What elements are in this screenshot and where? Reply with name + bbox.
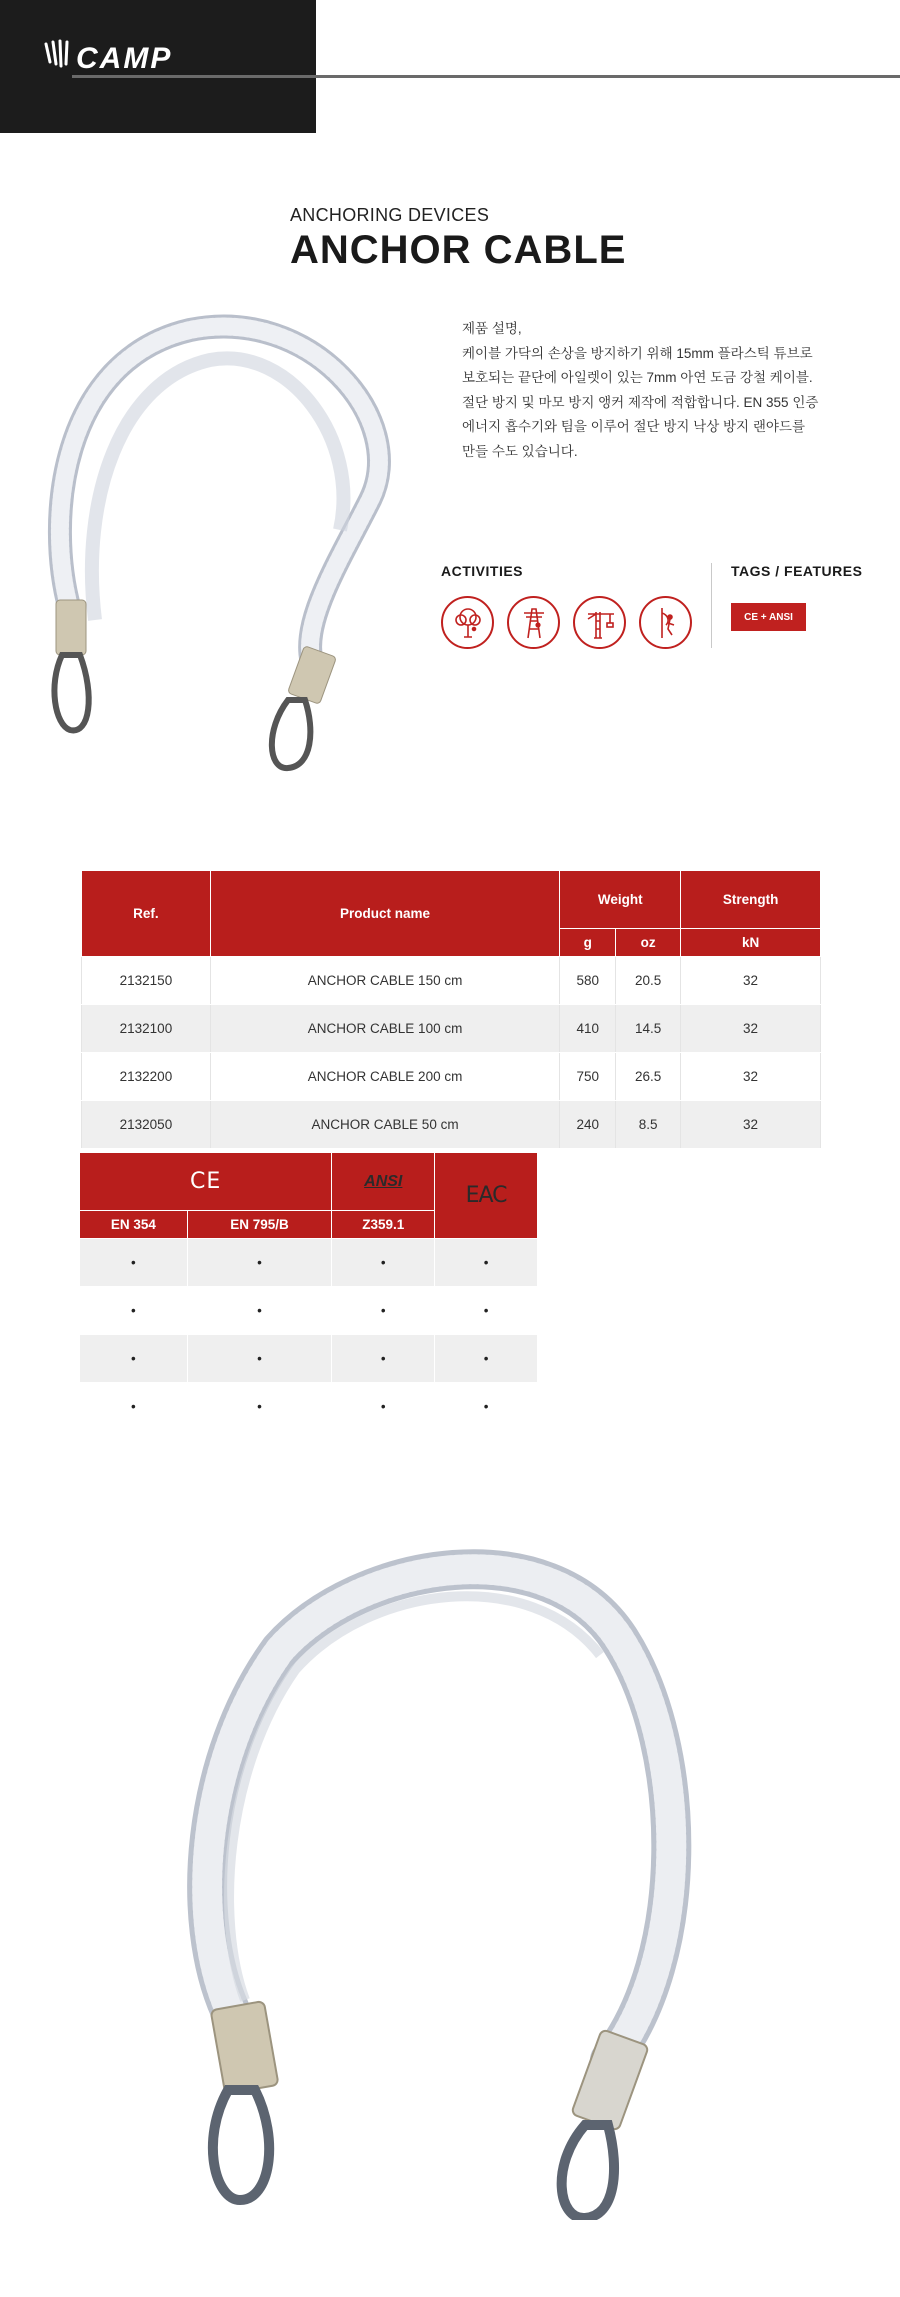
activities-title: ACTIVITIES (441, 563, 524, 579)
product-description (462, 317, 862, 464)
cell-name: ANCHOR CABLE 50 cm (210, 1101, 559, 1149)
ce-mark-icon: CE (80, 1153, 332, 1211)
cell-g: 750 (560, 1053, 616, 1101)
svg-text:CAMP: CAMP (76, 42, 173, 75)
rope-access-icon[interactable] (639, 596, 692, 649)
cert-bullet: • (332, 1383, 435, 1431)
activities-icons (441, 596, 692, 649)
table-row (80, 1335, 538, 1383)
table-row (80, 1287, 538, 1335)
cell-oz: 14.5 (616, 1005, 681, 1053)
cell-ref: 2132050 (82, 1101, 211, 1149)
description-line: 보호되는 끝단에 아일렛이 있는 7mm 아연 도금 강철 케이블. (462, 370, 813, 385)
cell-g: 580 (560, 957, 616, 1005)
tower-climbing-icon[interactable] (507, 596, 560, 649)
cert-bullet: • (187, 1239, 332, 1287)
tag-badge-ce-ansi[interactable]: CE + ANSI (731, 603, 806, 631)
header-en795b: EN 795/B (187, 1211, 332, 1239)
eac-mark-icon: EAC (435, 1153, 538, 1239)
table-row (80, 1239, 538, 1287)
tree-care-icon[interactable] (441, 596, 494, 649)
cert-bullet: • (435, 1287, 538, 1335)
cert-bullet: • (332, 1239, 435, 1287)
cert-bullet: • (332, 1287, 435, 1335)
cell-kn: 32 (681, 1005, 821, 1053)
cell-kn: 32 (681, 1053, 821, 1101)
table-row (82, 1101, 821, 1149)
table-row (80, 1383, 538, 1431)
cert-bullet: • (187, 1383, 332, 1431)
cert-bullet: • (80, 1239, 188, 1287)
header-weight: Weight (560, 871, 681, 929)
header-en354: EN 354 (80, 1211, 188, 1239)
section-divider (711, 563, 712, 648)
header-logo-block (0, 0, 316, 133)
cert-bullet: • (80, 1383, 188, 1431)
description-line: 절단 방지 및 마모 방지 앵커 제작에 적합합니다. EN 355 인증 (462, 394, 819, 410)
header-kn: kN (681, 929, 821, 957)
cert-bullet: • (80, 1335, 188, 1383)
header-g: g (560, 929, 616, 957)
tags-title: TAGS / FEATURES (731, 563, 863, 579)
cert-bullet: • (187, 1287, 332, 1335)
table-row (82, 1053, 821, 1101)
header-ref: Ref. (82, 871, 211, 957)
table-row (82, 1005, 821, 1053)
cell-name: ANCHOR CABLE 200 cm (210, 1053, 559, 1101)
header-oz: oz (616, 929, 681, 957)
product-category: ANCHORING DEVICES (290, 205, 490, 225)
cell-oz: 20.5 (616, 957, 681, 1005)
cert-bullet: • (80, 1287, 188, 1335)
cell-ref: 2132150 (82, 957, 211, 1005)
cert-bullet: • (435, 1335, 538, 1383)
cert-bullet: • (435, 1383, 538, 1431)
cell-g: 410 (560, 1005, 616, 1053)
cell-ref: 2132100 (82, 1005, 211, 1053)
header-rule (72, 75, 900, 78)
description-line: 케이블 가닥의 손상을 방지하기 위해 15mm 플라스틱 튜브로 (462, 345, 813, 361)
cert-bullet: • (187, 1335, 332, 1383)
cell-name: ANCHOR CABLE 150 cm (210, 957, 559, 1005)
header-z359: Z359.1 (332, 1211, 435, 1239)
table-row (82, 957, 821, 1005)
ansi-mark-icon: ANSI (332, 1153, 435, 1211)
cert-bullet: • (435, 1239, 538, 1287)
cell-oz: 8.5 (616, 1101, 681, 1149)
certification-table (79, 1152, 538, 1431)
header-strength: Strength (681, 871, 821, 929)
product-title: ANCHOR CABLE (290, 228, 627, 272)
anchor-cable-large-image (130, 1540, 780, 2220)
cell-name: ANCHOR CABLE 100 cm (210, 1005, 559, 1053)
cell-kn: 32 (681, 1101, 821, 1149)
cert-bullet: • (332, 1335, 435, 1383)
anchor-cable-image (40, 300, 400, 780)
description-line: 만들 수도 있습니다. (462, 443, 578, 459)
crane-work-icon[interactable] (573, 596, 626, 649)
description-line: 제품 설명, (462, 321, 522, 336)
cell-kn: 32 (681, 957, 821, 1005)
header-product-name: Product name (210, 871, 559, 957)
spec-table (81, 870, 821, 1149)
cell-oz: 26.5 (616, 1053, 681, 1101)
cell-g: 240 (560, 1101, 616, 1149)
cell-ref: 2132200 (82, 1053, 211, 1101)
description-line: 에너지 흡수기와 팀을 이루어 절단 방지 낙상 방지 랜야드를 (462, 419, 805, 434)
